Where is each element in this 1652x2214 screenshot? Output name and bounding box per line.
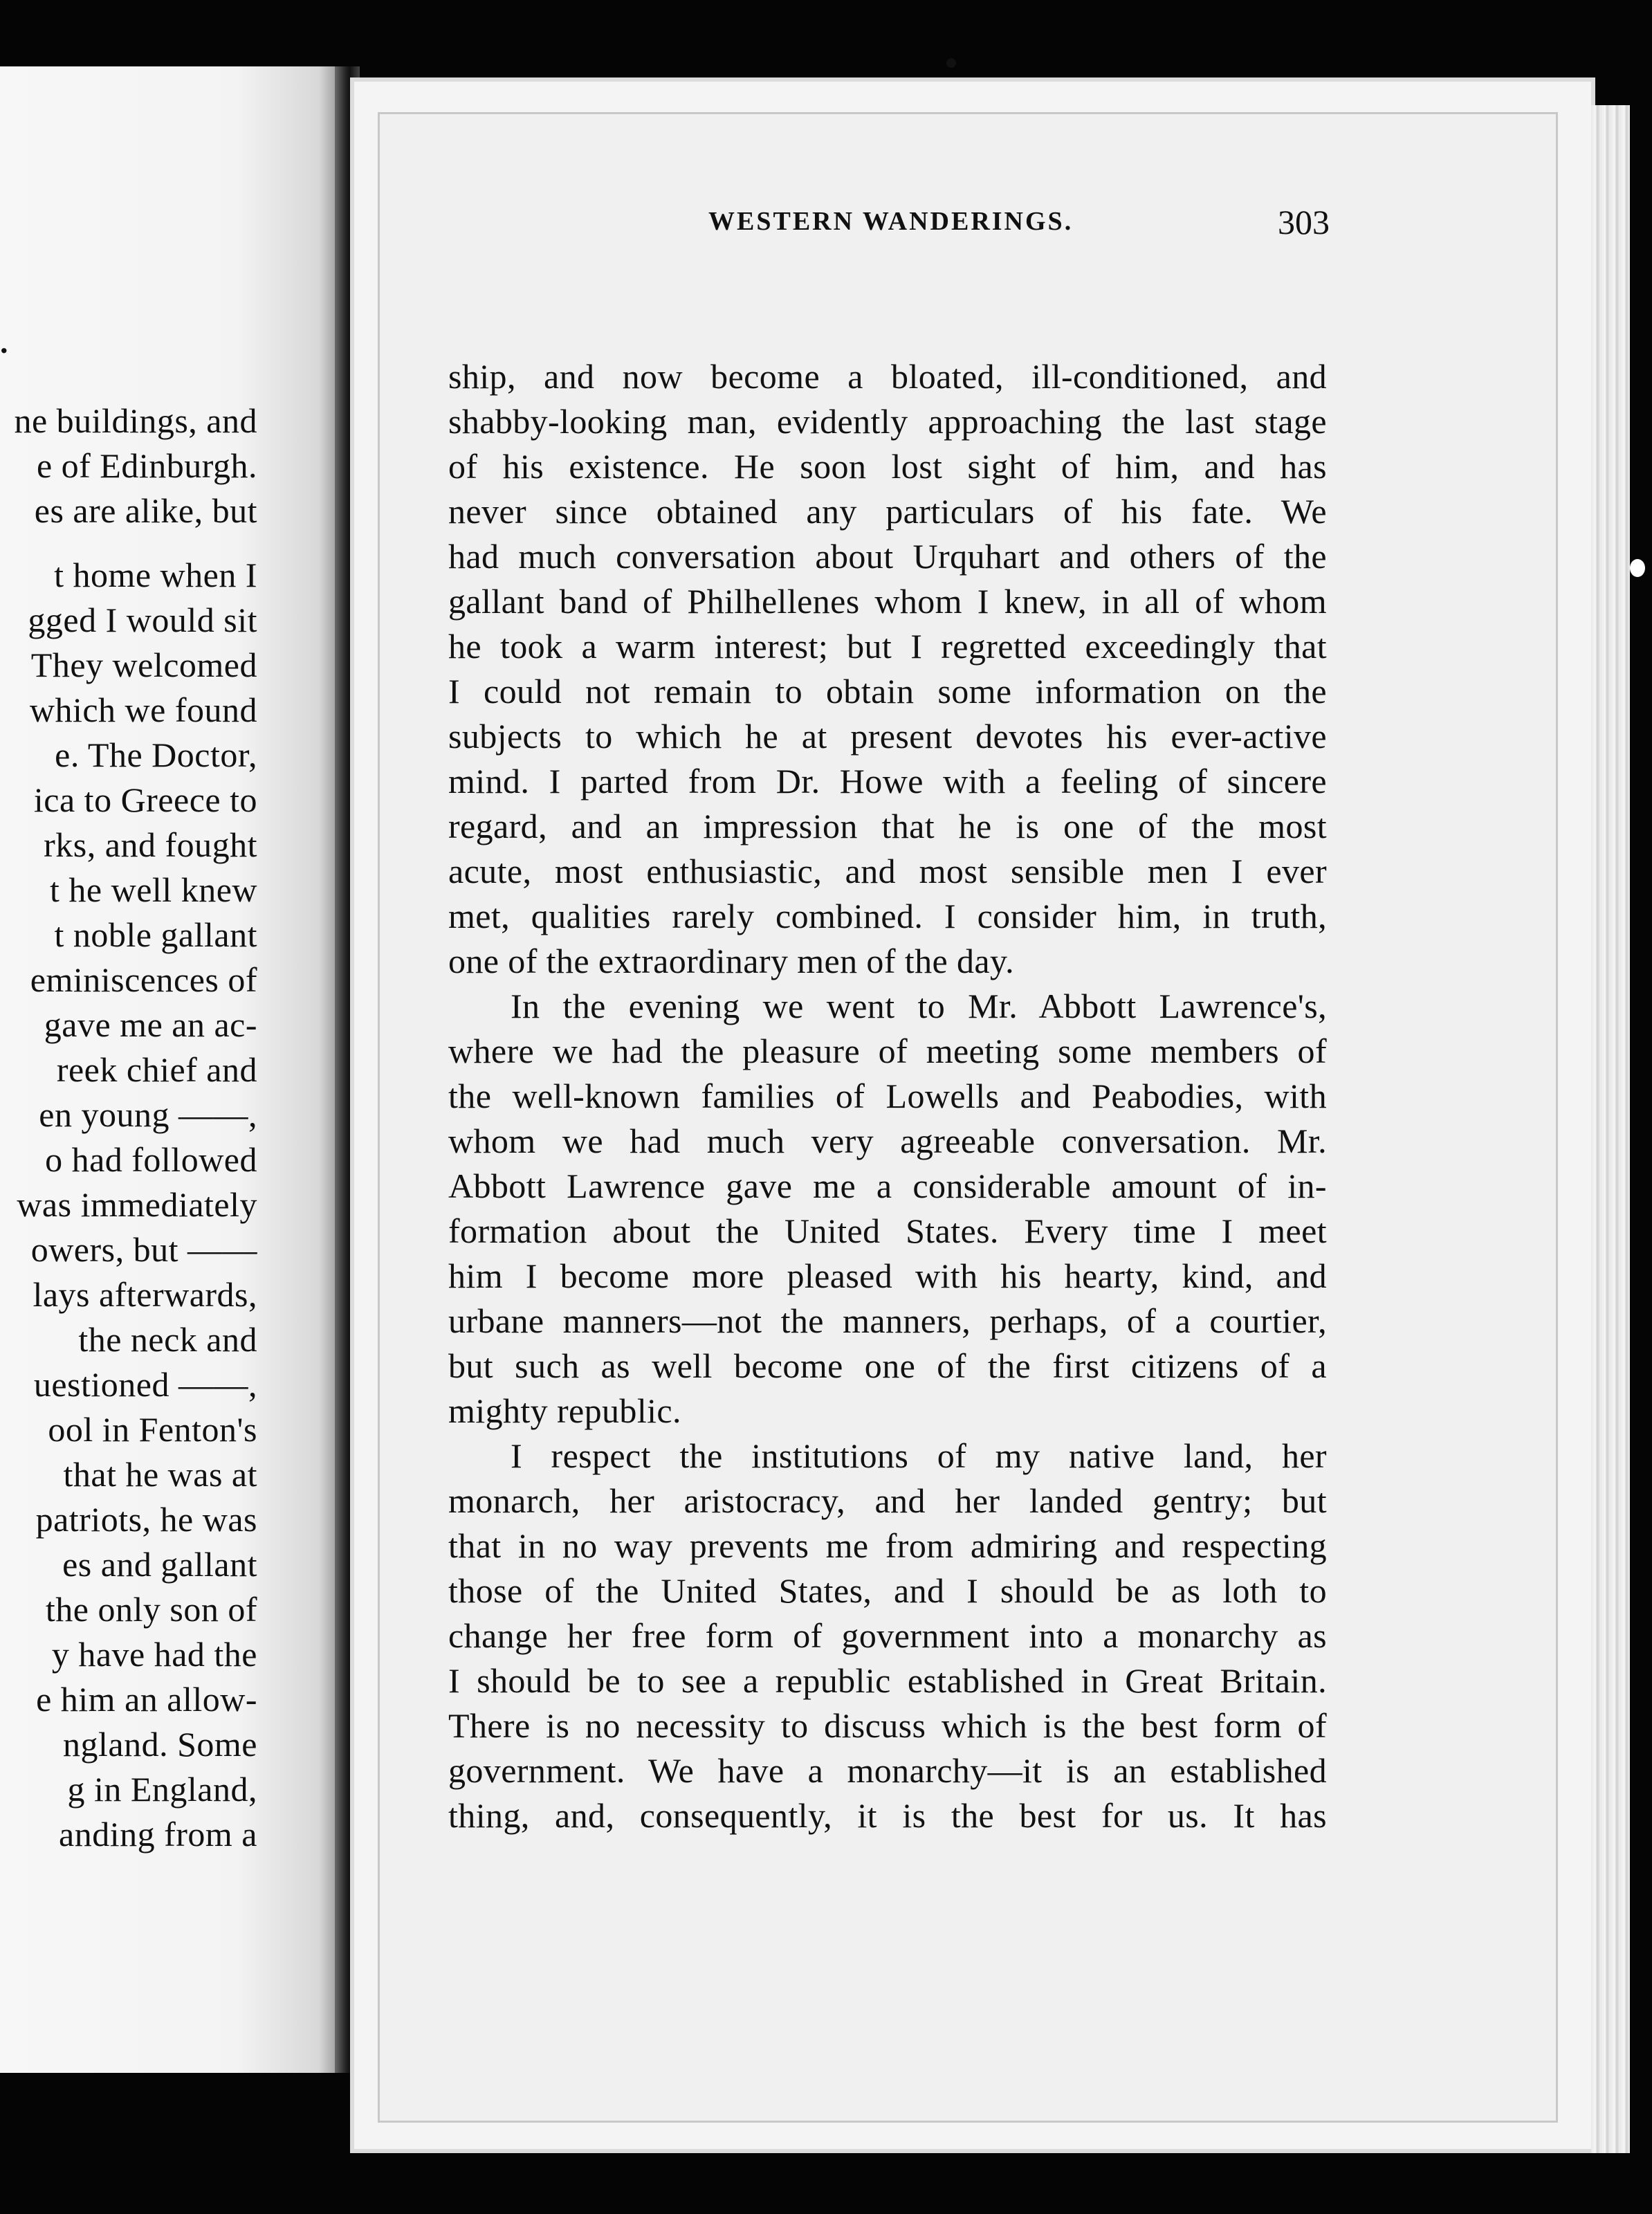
- text-line: formation about the United States. Every time I meet: [448, 1211, 1327, 1250]
- left-page-line: e. The Doctor,: [55, 735, 257, 774]
- page-edges: [1591, 105, 1630, 2153]
- text-line: There is no necessity to discuss which is the best form of: [448, 1706, 1327, 1745]
- left-page-line: y have had the: [51, 1635, 257, 1674]
- left-page-line: which we found: [29, 690, 257, 729]
- paragraph: [448, 984, 1327, 1434]
- text-line: met, qualities rarely combined. I consider him, in truth,: [448, 897, 1327, 935]
- text-line: change her free form of government into a monarchy as: [448, 1616, 1327, 1655]
- left-page-line: They welcomed: [30, 646, 257, 684]
- left-page-line: rks, and fought: [44, 825, 257, 864]
- text-line: him I become more pleased with his hearty, kind, and: [448, 1256, 1327, 1295]
- left-page-line: gged I would sit: [28, 601, 257, 639]
- text-line: subjects to which he at present devotes his ever-active: [448, 717, 1327, 756]
- left-page-line: t noble gallant: [54, 915, 257, 954]
- text-line: I respect the institutions of my native land, her: [511, 1436, 1327, 1475]
- left-page-line: o had followed: [45, 1140, 257, 1179]
- scan-speck: [946, 58, 956, 68]
- text-line: one of the extraordinary men of the day.: [448, 942, 1015, 980]
- text-line: urbane manners—not the manners, perhaps, of a courtier,: [448, 1301, 1327, 1340]
- left-page-line: uestioned ——,: [33, 1365, 257, 1404]
- text-line: but such as well become one of the first citizens of a: [448, 1346, 1327, 1385]
- left-page-line: was immediately: [17, 1185, 257, 1224]
- left-page-line: ool in Fenton's: [48, 1410, 257, 1449]
- text-line: he took a warm interest; but I regretted exceedingly that: [448, 627, 1327, 666]
- text-line: whom we had much very agreeable conversation. Mr.: [448, 1122, 1327, 1160]
- left-page-gap: [0, 533, 257, 553]
- text-line: mighty republic.: [448, 1391, 681, 1430]
- text-line: acute, most enthusiastic, and most sensible men I ever: [448, 852, 1327, 890]
- left-page-fragment: [0, 66, 339, 2073]
- left-page-line: anding from a: [59, 1815, 257, 1854]
- left-page-line: ne buildings, and: [14, 401, 257, 440]
- left-page-line: gave me an ac-: [44, 1005, 257, 1044]
- text-line: shabby-looking man, evidently approaching the last stage: [448, 402, 1327, 441]
- left-page-line: ica to Greece to: [33, 780, 257, 819]
- text-line: I should be to see a republic established in Great Britain.: [448, 1661, 1327, 1700]
- text-line: that in no way prevents me from admiring and respecting: [448, 1526, 1327, 1565]
- left-page-line: the neck and: [78, 1320, 257, 1359]
- text-line: where we had the pleasure of meeting some members of: [448, 1032, 1327, 1070]
- left-page-line: t he well knew: [50, 870, 257, 909]
- left-page-mark: .: [0, 324, 8, 360]
- left-page-line: eminiscences of: [30, 960, 257, 999]
- text-line: never since obtained any particulars of his fate. We: [448, 492, 1327, 531]
- scan-speck: [1630, 559, 1645, 577]
- page-number: 303: [1278, 203, 1330, 241]
- text-line: In the evening we went to Mr. Abbott Lawrence's,: [511, 987, 1327, 1025]
- left-page-line: es are alike, but: [34, 491, 257, 530]
- left-page-line: that he was at: [63, 1455, 257, 1494]
- left-page-line: patriots, he was: [35, 1500, 257, 1539]
- left-page-line: the only son of: [45, 1590, 257, 1629]
- text-line: had much conversation about Urquhart and others of the: [448, 537, 1327, 576]
- text-line: monarch, her aristocracy, and her landed gentry; but: [448, 1481, 1327, 1520]
- left-page-text: [0, 399, 257, 1857]
- text-line: of his existence. He soon lost sight of him, and has: [448, 447, 1327, 486]
- text-line: regard, and an impression that he is one of the most: [448, 807, 1327, 845]
- text-line: mind. I parted from Dr. Howe with a feeling of sincere: [448, 762, 1327, 800]
- left-page-line: lays afterwards,: [33, 1275, 257, 1314]
- left-page-line: ngland. Some: [63, 1725, 257, 1764]
- left-page-line: es and gallant: [62, 1545, 257, 1584]
- left-page-line: t home when I: [54, 556, 257, 594]
- left-page-line: e of Edinburgh.: [36, 446, 257, 485]
- text-line: those of the United States, and I should be as loth to: [448, 1571, 1327, 1610]
- paragraph: [448, 354, 1327, 984]
- left-page-line: e him an allow-: [36, 1680, 257, 1719]
- left-page-line: g in England,: [67, 1770, 257, 1809]
- paragraph: [448, 1434, 1327, 1838]
- text-line: ship, and now become a bloated, ill-conditioned, and: [448, 357, 1327, 396]
- text-line: gallant band of Philhellenes whom I knew, in all of whom: [448, 582, 1327, 621]
- body-text: [448, 354, 1327, 1838]
- text-line: thing, and, consequently, it is the best for us. It has: [448, 1796, 1327, 1835]
- text-line: the well-known families of Lowells and Peabodies, with: [448, 1077, 1327, 1115]
- left-page-line: en young ——,: [39, 1095, 257, 1134]
- text-line: I could not remain to obtain some information on the: [448, 672, 1327, 711]
- left-page-line: reek chief and: [56, 1050, 257, 1089]
- running-head: [430, 203, 1330, 248]
- left-page-line: owers, but ——: [30, 1230, 257, 1269]
- text-line: government. We have a monarchy—it is an established: [448, 1751, 1327, 1790]
- text-line: Abbott Lawrence gave me a considerable amount of in-: [448, 1167, 1327, 1205]
- running-title: WESTERN WANDERINGS.: [708, 207, 1074, 236]
